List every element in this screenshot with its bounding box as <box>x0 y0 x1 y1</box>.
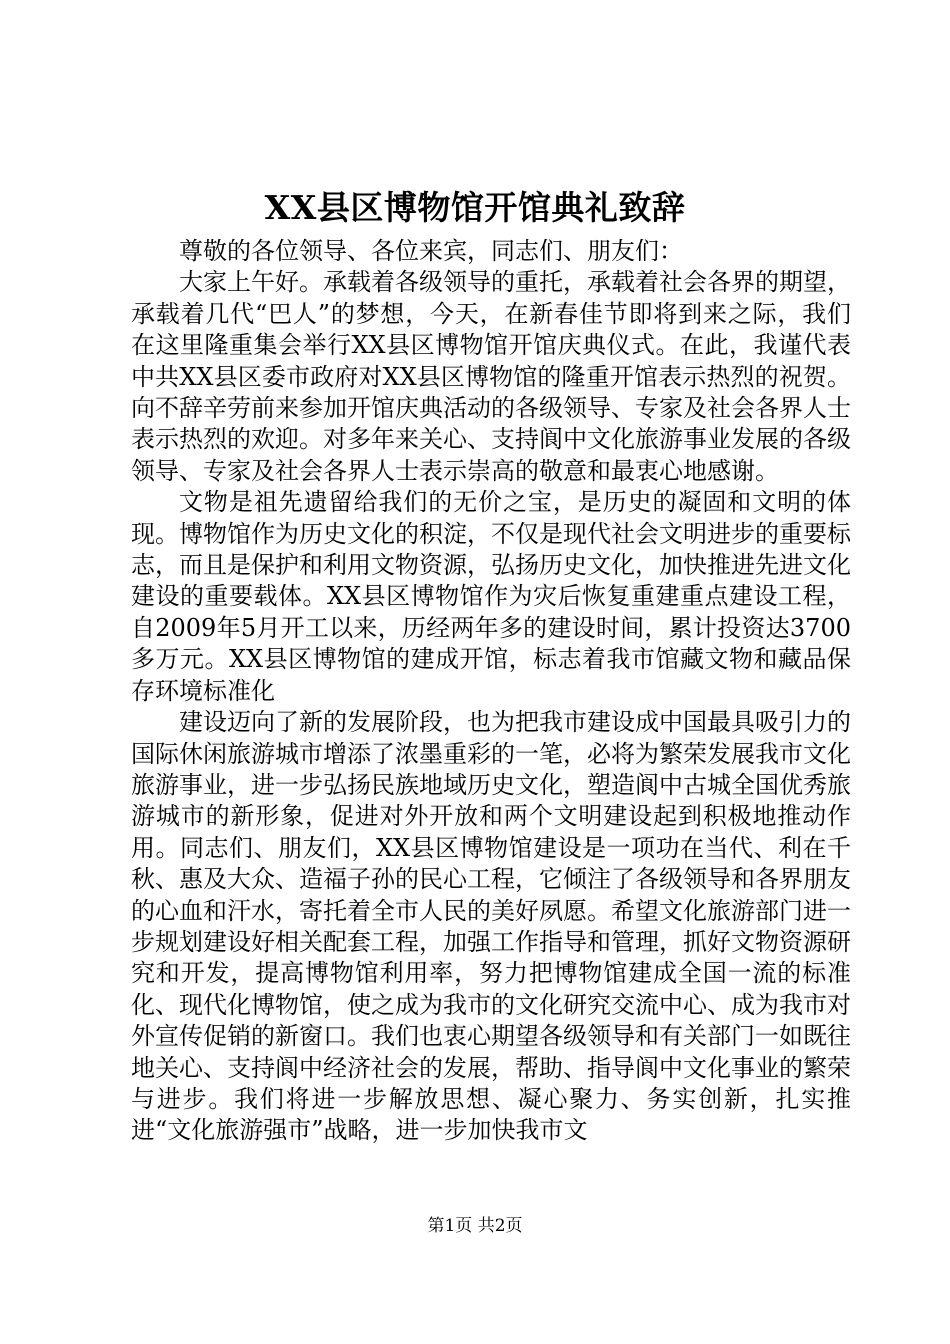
salutation: 尊敬的各位领导、各位来宾，同志们、朋友们： <box>179 237 683 265</box>
page-number-footer: 第1页 共2页 <box>427 1216 523 1236</box>
paragraph: 建设迈向了新的发展阶段，也为把我市建设成中国最具吸引力的国际休闲旅游城市增添了浓墨重彩的一笔，必将为繁荣发展我市文化旅游事业，进一步弘扬民族地域历史文化，塑造阆中古城全国优秀旅游城市的新形象，促进对外开放和两个文明建设起到积极地推动作用。同志们、朋友们，XX县区博物馆建设是一项功在当代、利在千秋、惠及大众、造福子孙的民心工程，它倾注了各级领导和各界朋友的心血和汗水，寄托着全市人民的美好夙愿。希望文化旅游部门进一步规划建设好相关配套工程，加强工作指导和管理，抓好文物资源研究和开发，提高博物馆利用率，努力把博物馆建成全国一流的标准化、现代化博物馆，使之成为我市的文化研究交流中心、成为我市对外宣传促销的新窗口。我们也衷心期望各级领导和有关部门一如既往地关心、支持阆中经济社会的发展，帮助、指导阆中文化事业的繁荣与进步。我们将进一步解放思想、凝心聚力、务实创新，扎实推进“文化旅游强市”战略，进一步加快我市文 <box>131 708 851 1145</box>
paragraph: 文物是祖先遗留给我们的无价之宝，是历史的凝固和文明的体现。博物馆作为历史文化的积淀，不仅是现代社会文明进步的重要标志，而且是保护和利用文物资源，弘扬历史文化，加快推进先进文化建设的重要载体。XX县区博物馆作为灾后恢复重建重点建设工程，自2009年5月开工以来，历经两年多的建设时间，累计投资达3700多万元。XX县区博物馆的建成开馆，标志着我市馆藏文物和藏品保存环境标准化 <box>131 488 851 705</box>
document-body <box>131 236 851 1147</box>
paragraph: 大家上午好。承载着各级领导的重托，承载着社会各界的期望，承载着几代“巴人”的梦想，今天，在新春佳节即将到来之际，我们在这里隆重集会举行XX县区博物馆开馆庆典仪式。在此，我谨代表中共XX县区委市政府对XX县区博物馆的隆重开馆表示热烈的祝贺。向不辞辛劳前来参加开馆庆典活动的各级领导、专家及社会各界人士表示热烈的欢迎。对多年来关心、支持阆中文化旅游事业发展的各级领导、专家及社会各界人士表示崇高的敬意和最衷心地感谢。 <box>131 268 851 485</box>
page-title: XX县区博物馆开馆典礼致辞 <box>264 188 686 227</box>
